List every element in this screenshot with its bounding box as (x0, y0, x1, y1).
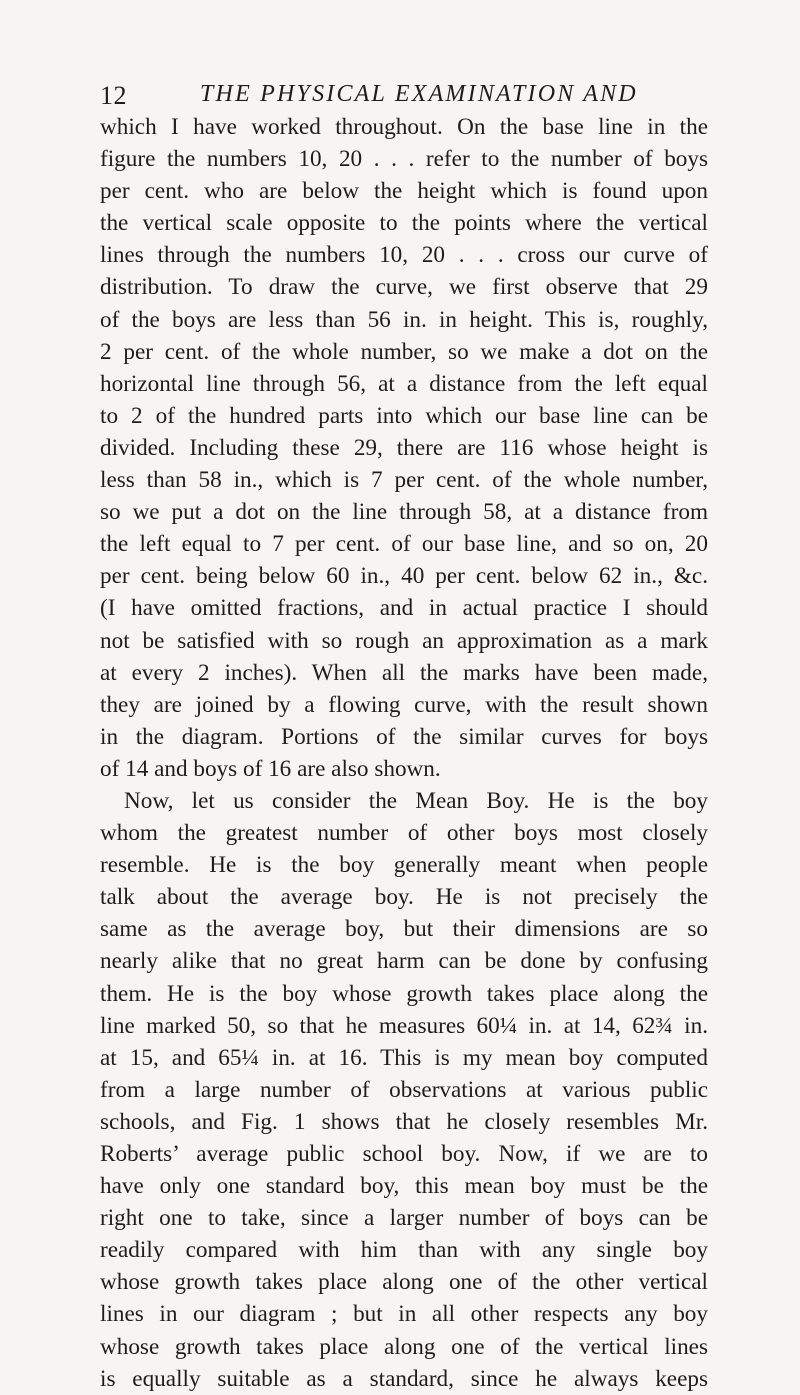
text-line: lines in our diagram ; but in all other respects any boy (100, 1301, 708, 1328)
text-line: Roberts’ average public school boy. Now, if we are to (100, 1141, 708, 1167)
text-line: readily compared with him than with any single boy (100, 1237, 708, 1264)
text-line: per cent. being below 60 in., 40 per cent. below 62 in., &c. (100, 563, 708, 590)
text-line: figure the numbers 10, 20 . . . refer to the number of boys (100, 146, 708, 173)
text-line: whom the greatest number of other boys most closely (100, 820, 708, 847)
text-line: them. He is the boy whose growth takes place along the (100, 980, 708, 1007)
text-line: so we put a dot on the line through 58, at a distance from (100, 499, 708, 526)
text-line: of 14 and boys of 16 are also shown. (100, 755, 441, 782)
text-line: the vertical scale opposite to the points where the vertical (100, 210, 708, 237)
text-line: they are joined by a flowing curve, with the result shown (100, 691, 708, 718)
text-line: talk about the average boy. He is not precisely the (100, 884, 708, 911)
text-line: of the boys are less than 56 in. in height. This is, roughly, (100, 306, 708, 333)
text-line: whose growth takes place along one of the other vertical (100, 1269, 708, 1296)
text-line: lines through the numbers 10, 20 . . . cross our curve of (100, 242, 708, 269)
text-line: schools, and Fig. 1 shows that he closely resembles Mr. (100, 1108, 708, 1135)
text-line: 2 per cent. of the whole number, so we make a dot on the (100, 338, 708, 365)
text-line: same as the average boy, but their dimensions are so (100, 916, 708, 943)
text-line: line marked 50, so that he measures 60¼ in. at 14, 62¾ in. (100, 1012, 708, 1039)
text-line: resemble. He is the boy generally meant when people (100, 852, 708, 879)
text-line: is equally suitable as a standard, since he always keeps (100, 1365, 708, 1392)
text-line: at 15, and 65¼ in. at 16. This is my mean boy computed (100, 1044, 708, 1071)
text-line: Now, let us consider the Mean Boy. He is the boy (124, 787, 708, 814)
text-line: divided. Including these 29, there are 116 whose height is (100, 434, 708, 461)
text-line: in the diagram. Portions of the similar curves for boys (100, 723, 708, 750)
page-number: 12 (100, 81, 127, 110)
text-line: horizontal line through 56, at a distance from the left equal (100, 370, 708, 397)
text-line: per cent. who are below the height which is found upon (100, 178, 708, 205)
text-line: distribution. To draw the curve, we first observe that 29 (100, 274, 708, 301)
body-text (100, 111, 708, 1395)
text-line: right one to take, since a larger number of boys can be (100, 1205, 708, 1232)
text-line: the left equal to 7 per cent. of our base line, and so on, 20 (100, 531, 708, 558)
text-line: which I have worked throughout. On the base line in the (100, 114, 708, 140)
text-line: at every 2 inches). When all the marks have been made, (100, 659, 708, 686)
text-line: have only one standard boy, this mean boy must be the (100, 1173, 708, 1200)
text-line: to 2 of the hundred parts into which our base line can be (100, 402, 708, 429)
text-line: not be satisfied with so rough an approximation as a mark (100, 627, 708, 654)
text-line: nearly alike that no great harm can be done by confusing (100, 948, 708, 975)
text-line: (I have omitted fractions, and in actual practice I should (100, 595, 708, 622)
text-line: less than 58 in., which is 7 per cent. of the whole number, (100, 467, 708, 494)
running-header (100, 81, 700, 111)
text-line: from a large number of observations at various public (100, 1076, 708, 1103)
text-line: whose growth takes place along one of the vertical lines (100, 1333, 708, 1360)
running-title: THE PHYSICAL EXAMINATION AND (200, 81, 638, 107)
